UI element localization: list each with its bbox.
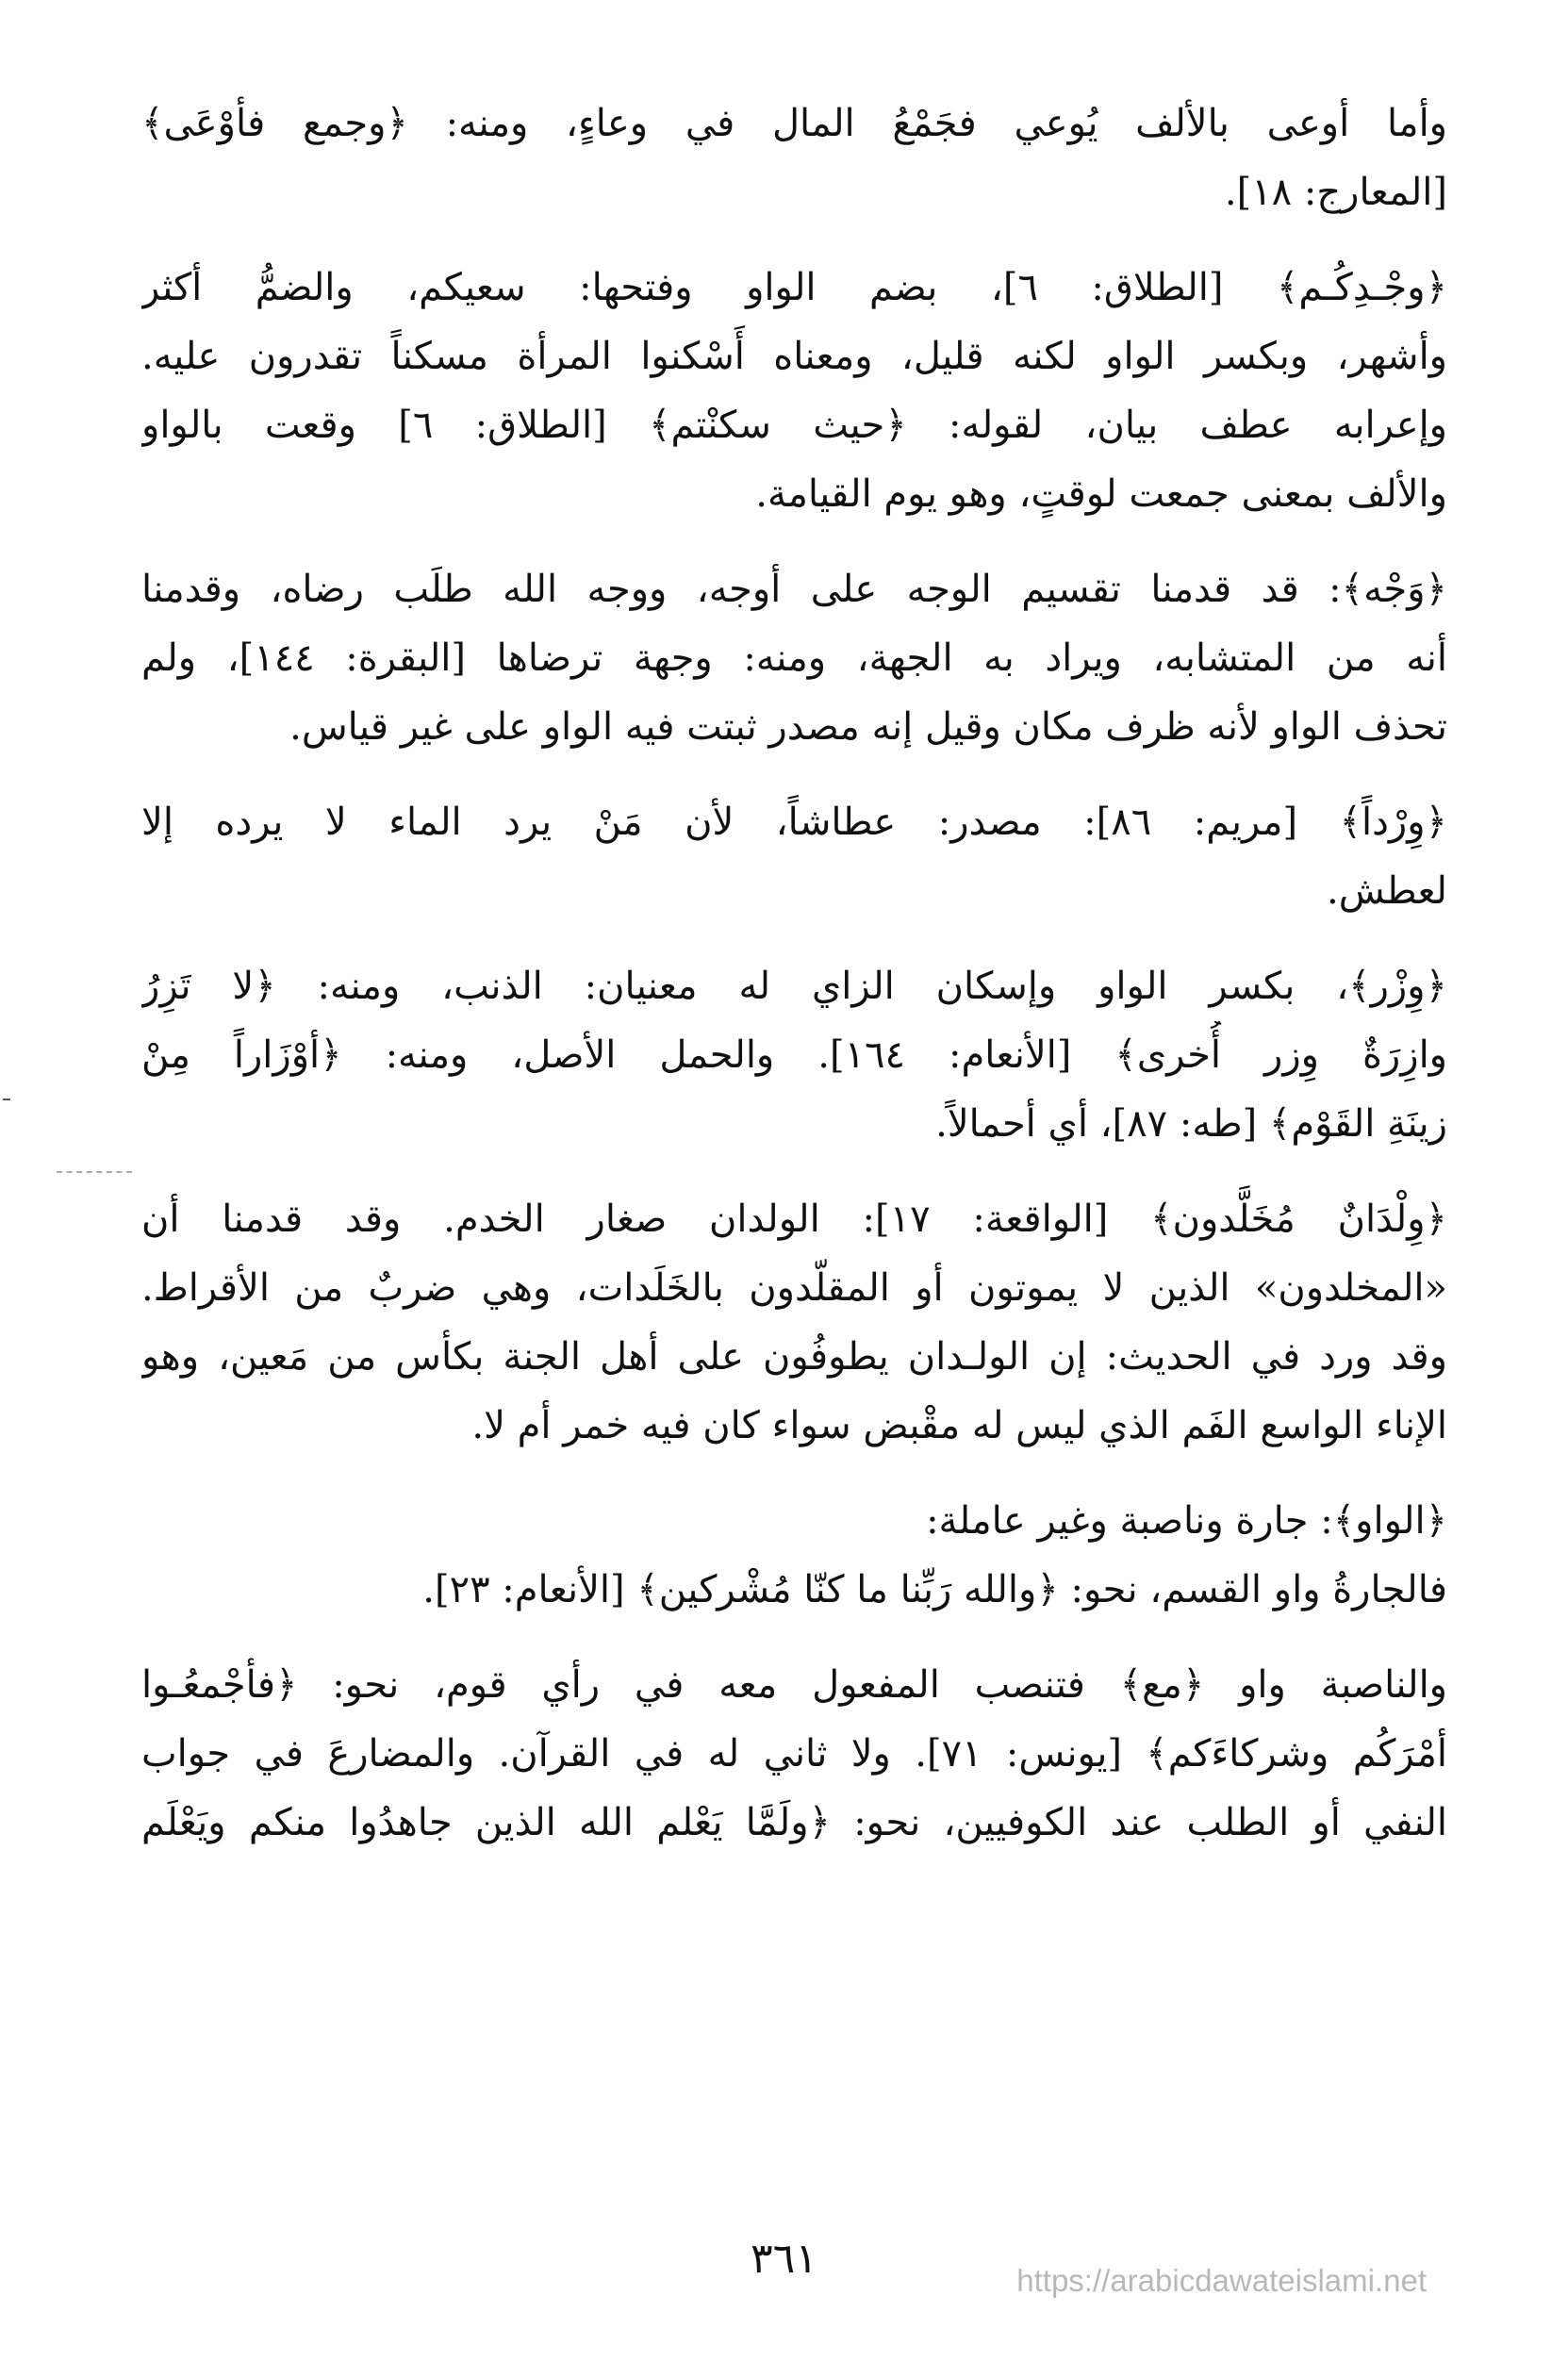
paragraph-wirdan [141,788,1447,926]
text-line: النفي أو الطلب عند الكوفيين، نحو: ﴿ولَمَّا يَعْلم الله الذين جاهدُوا منكم ويَعْلَم [141,1801,1447,1844]
text-line: [المعارج: ١٨]. [1224,171,1447,214]
text-line: وأما أوعى بالألف يُوعي فجَمْعُ المال في وعاءٍ، ومنه: ﴿وجمع فأوْعَى﴾ [141,102,1447,145]
paragraph-nasiba [141,1651,1447,1858]
text-line: زينَةِ القَوْم﴾ [طه: ٨٧]، أي أحمالاً. [935,1102,1447,1146]
text-line: تحذف الواو لأنه ظرف مكان وقيل إنه مصدر ثبتت فيه الواو على غير قياس. [289,705,1447,749]
paragraph-wizr [141,952,1447,1159]
margin-dash [57,1171,132,1173]
text-line: ﴿الواو﴾: جارة وناصبة وغير عاملة: [926,1499,1447,1543]
paragraph-awaa [141,90,1447,227]
text-line: ﴿وَجْه﴾: قد قدمنا تقسيم الوجه على أوجه، ووجه الله طلَب رضاه، وقدمنا [141,568,1447,611]
text-line: ﴿وِلْدَانٌ مُخَلَّدون﴾ [الواقعة: ١٧]: الولدان صغار الخدم. وقد قدمنا أن [141,1198,1447,1241]
text-line: والألف بمعنى جمعت لوقتٍ، وهو يوم القيامة. [755,472,1447,516]
text-line: الإناء الواسع الفَم الذي ليس له مقْبض سواء كان فيه خمر أم لا. [471,1404,1447,1447]
text-line: لعطش. [1326,869,1447,913]
paragraph-wildan [141,1185,1447,1461]
watermark-url: https://arabicdawateislami.net [1016,2263,1427,2298]
text-line: وإعرابه عطف بيان، لقوله: ﴿حيث سكنْتم﴾ [الطلاق: ٦] وقعت بالواو [141,404,1447,447]
text-line: أمْرَكُم وشركاءَكم﴾ [يونس: ٧١]. ولا ثاني له في القرآن. والمضارعَ في جواب [141,1732,1447,1776]
text-line: ﴿وِزْر﴾، بكسر الواو وإسكان الزاي له معنيان: الذنب، ومنه: ﴿لا تَزِرُ [141,965,1447,1008]
margin-tick [3,1098,10,1100]
text-line: وازِرَةٌ وِزر أُخرى﴾ [الأنعام: ١٦٤]. والحمل الأصل، ومنه: ﴿أوْزَاراً مِنْ [141,1033,1447,1077]
paragraph-wajh [141,555,1447,762]
paragraph-wujdikum [141,254,1447,529]
page-number: ٣٦١ [751,2235,817,2283]
text-line: «المخلدون» الذين لا يموتون أو المقلّدون بالخَلَدات، وهي ضربٌ من الأقراط. [141,1266,1447,1310]
text-line: ﴿وِرْداً﴾ [مريم: ٨٦]: مصدر: عطاشاً، لأن مَنْ يرد الماء لا يرده إلا [141,801,1447,844]
paragraph-alwaw [141,1487,1447,1625]
text-line: أنه من المتشابه، ويراد به الجهة، ومنه: وجهة ترضاها [البقرة: ١٤٤]، ولم [141,636,1447,680]
text-line: والناصبة واو ﴿مع﴾ فتنصب المفعول معه في رأي قوم، نحو: ﴿فأجْمعُـوا [141,1663,1447,1707]
text-line: ﴿وجْـدِكُـم﴾ [الطلاق: ٦]، بضم الواو وفتحها: سعيكم، والضمُّ أكثر [141,266,1447,309]
text-line: فالجارةُ واو القسم، نحو: ﴿والله رَبِّنا ما كنّا مُشْركين﴾ [الأنعام: ٢٣]. [422,1568,1447,1611]
text-line: وأشهر، وبكسر الواو لكنه قليل، ومعناه أَسْكنوا المرأة مسكناً تقدرون عليه. [141,335,1447,378]
text-line: وقد ورد في الحديث: إن الولـدان يطوفُون على أهل الجنة بكأس من مَعين، وهو [141,1335,1447,1379]
text-column [141,90,1447,1884]
